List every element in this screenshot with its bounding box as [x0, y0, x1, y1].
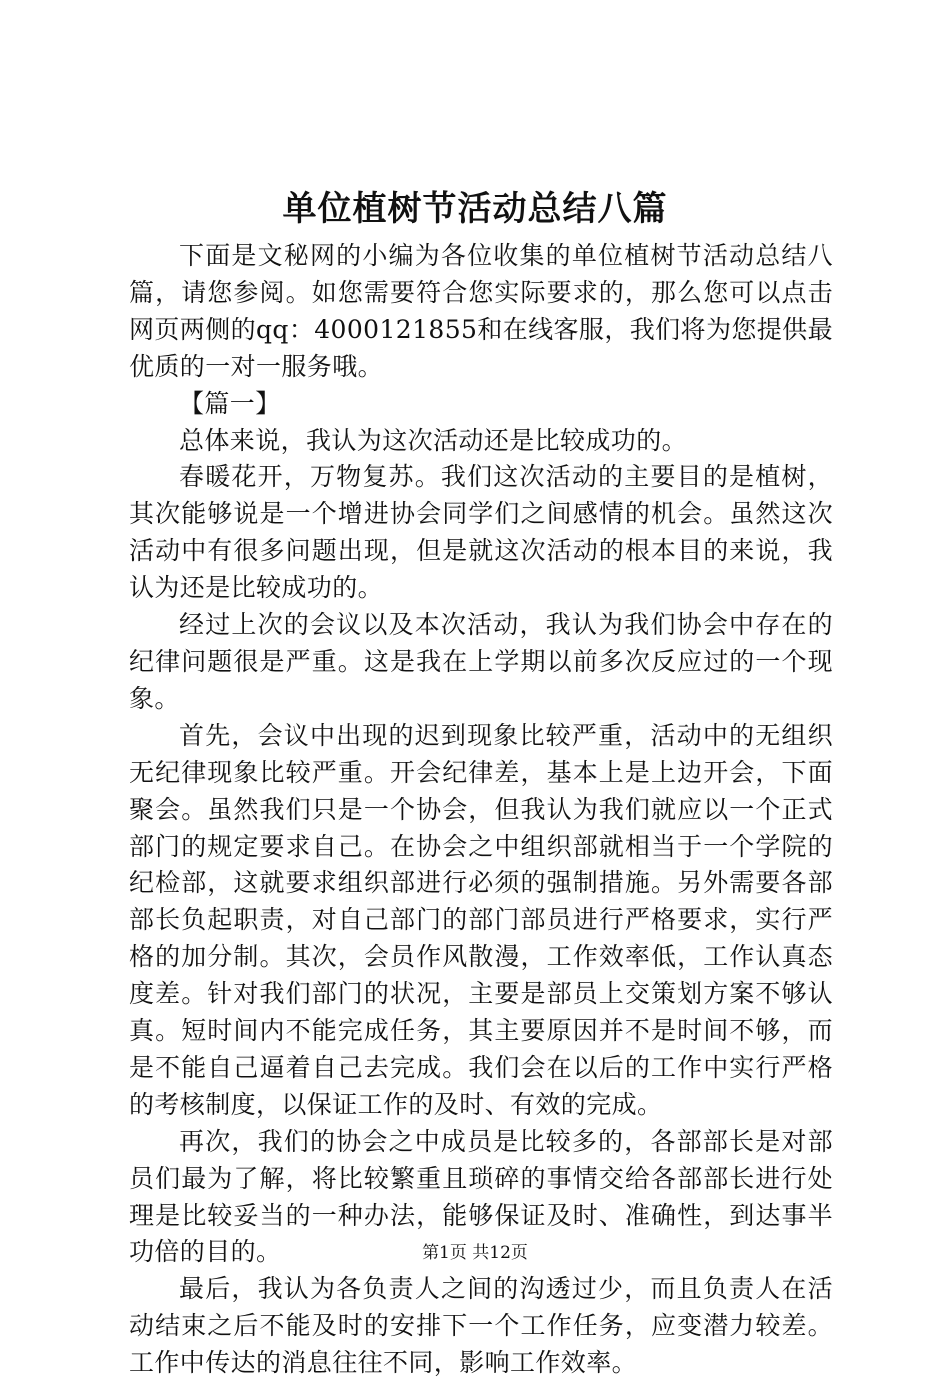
body-paragraph: 首先，会议中出现的迟到现象比较严重，活动中的无组织无纪律现象比较严重。开会纪律差，基本上是上边开会，下面聚会。虽然我们只是一个协会，但我认为我们就应以一个正式部门的规定要求自己。在协会之中组织部就相当于一个学院的纪检部，这就要求组织部进行必须的强制措施。另外需要各部部长负起职责，对自己部门的部门部员进行严格要求，实行严格的加分制。其次，会员作风散漫，工作效率低，工作认真态度差。针对我们部门的状况，主要是部员上交策划方案不够认真。短时间内不能完成任务，其主要原因并不是时间不够，而是不能自己逼着自己去完成。我们会在以后的工作中实行严格的考核制度，以保证工作的及时、有效的完成。 [129, 720, 833, 1119]
document-title: 单位植树节活动总结八篇 [282, 189, 668, 229]
body-paragraph: 总体来说，我认为这次活动还是比较成功的。 [179, 425, 688, 455]
document-body [129, 238, 833, 1382]
body-paragraph: 再次，我们的协会之中成员是比较多的，各部部长是对部员们最为了解，将比较繁重且琐碎的事情交给各部部长进行处理是比较妥当的一种办法，能够保证及时、准确性，到达事半功倍的目的。 [129, 1126, 833, 1267]
body-paragraph: 经过上次的会议以及本次活动，我认为我们协会中存在的纪律问题很是严重。这是我在上学期以前多次反应过的一个现象。 [129, 610, 833, 713]
section-heading: 【篇一】 [179, 388, 281, 418]
page-number-footer: 第1页 共12页 [422, 1243, 528, 1263]
intro-paragraph: 下面是文秘网的小编为各位收集的单位植树节活动总结八篇，请您参阅。如您需要符合您实际要求的，那么您可以点击网页两侧的qq：4000121855和在线客服，我们将为您提供最优质的一对一服务哦。 [129, 241, 833, 381]
body-paragraph: 春暖花开，万物复苏。我们这次活动的主要目的是植树，其次能够说是一个增进协会同学们之间感情的机会。虽然这次活动中有很多问题出现，但是就这次活动的根本目的来说，我认为还是比较成功的。 [129, 462, 833, 603]
body-paragraph: 最后，我认为各负责人之间的沟透过少，而且负责人在活动结束之后不能及时的安排下一个工作任务，应变潜力较差。工作中传达的消息往往不同，影响工作效率。 [129, 1274, 833, 1378]
